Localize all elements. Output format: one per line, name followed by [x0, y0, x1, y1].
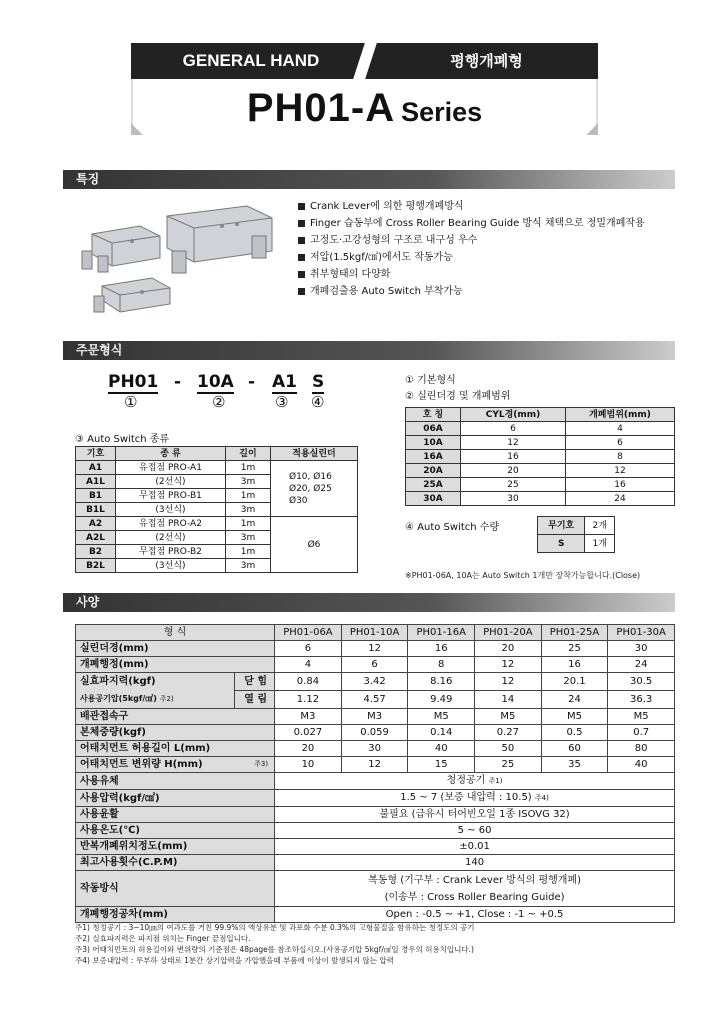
legend-2: ② 실린더경 및 개폐범위 — [405, 391, 511, 402]
feature-list — [298, 198, 645, 300]
section-order: 주문형식 — [63, 341, 675, 360]
auto-switch-title: ③ Auto Switch 종류 — [75, 434, 170, 445]
legend-1: ① 기본형식 — [405, 375, 456, 386]
auto-switch-table: 기호 종 류 길이 적용실린더 A1 유접점 PRO-A1 1m Ø10, Ø16 Ø20, Ø25 Ø30 A1L (2선식) 3m B1 무접점 PRO-B1 1m B1L (3선식) 3m A2 유접점 PRO-A2 1m Ø6 A2L (2선식) 3m B2 무접점 PRO-B2 1m B2L (3선식) 3m — [75, 446, 358, 573]
code-circle-3: ③ — [275, 393, 289, 411]
order-note: ※PH01-06A, 10A는 Auto Switch 1개만 장착가능합니다.(Close) — [405, 571, 641, 580]
cyl-table: 호 칭 CYL경(mm) 개폐범위(mm) 06A 6 4 10A 12 6 16A 16 8 20A 20 12 25A 25 16 30A 30 24 — [405, 407, 675, 506]
page-title: PH01-A Series — [246, 86, 483, 130]
header-left-label: GENERAL HAND — [182, 51, 320, 70]
qty-table: 무기호 2개 S 1개 — [537, 516, 615, 553]
spec-table: 형 식 PH01-06A PH01-10A PH01-16A PH01-20A PH01-25A PH01-30A 실린더경(mm) 6 12 16 20 25 30 개폐행정(mm) 4 6 8 12 16 24 실효파지력(kgf) 사용공기압(5kgf/㎠) 주2) 닫 힘 0.84 3.42 8.16 12 20.1 30.5 열 림 1.12 4.57 9.49 14 24 36.3 배관접속구 M3 M3 M5 M5 M5 M5 본체중량(kgf) 0.027 0.059 0.14 0.27 0.5 0.7 어태치먼트 허용길이 L(mm) 20 30 40 50 60 80 어태치먼트 변위량 H(mm) 주3) 10 12 15 25 35 40 사용유체 청정공기 주1) 사용압력(kgf/㎠) 1.5 ~ 7 (보증 내압력 : 10.5) 주4) 사용윤활 불필요 (급유시 터어빈오일 1종 ISOVG 32) 사용온도(℃) 5 ~ 60 반복개폐위치정도(mm) ±0.01 최고사용횟수(C.P.M) 140 작동방식 복동형 (기구부 : Crank Lever 방식의 평행개폐) (이송부 : Cross Roller Bearing Guide) 개폐행정공차(mm) Open : -0.5 ~ +1, Close : -1 ~ +0.5 — [75, 624, 675, 923]
qty-title: ④ Auto Switch 수량 — [405, 522, 500, 533]
code-circle-4: ④ — [311, 393, 325, 411]
feature-item: 저압(1.5kgf/㎠)에서도 작동가능 — [298, 249, 645, 266]
product-image — [72, 196, 282, 326]
section-features: 특징 — [63, 170, 675, 189]
feature-item: Crank Lever에 의한 평행개폐방식 — [298, 198, 645, 215]
code-dash2: - — [248, 372, 256, 392]
code-part3: A1 — [272, 372, 297, 392]
feature-item: 고정도·고강성형의 구조로 내구성 우수 — [298, 232, 645, 249]
code-part4: S — [312, 372, 325, 392]
code-circle-1: ① — [124, 393, 138, 411]
feature-item: 취부형태의 다양화 — [298, 266, 645, 283]
code-dash1: - — [174, 372, 182, 392]
feature-item: 개폐검출용 Auto Switch 부착가능 — [298, 283, 645, 300]
code-part2: 10A — [197, 372, 234, 392]
code-part1: PH01 — [108, 372, 159, 392]
section-spec: 사양 — [63, 593, 675, 612]
header-right-label: 평행개폐형 — [450, 52, 523, 70]
footnotes: 주1) 청정공기 : 3~10㎛의 여과도를 거친 99.9%의 액상유분 및 과포화 수분 0.3%의 고형물질을 함유하는 청정도의 공기 주2) 실효파지력은 파지점 위치는 Finger 끝점입니다. 주3) 어태치먼트의 허용길이와 변위량의 기준점은 48page를 참조하십시오.(사용공기압 5kgf/㎠일 경우의 허용치입니다.) 주4) 보증내압력 : 무부하 상태로 1분간 상기압력을 가압했을때 부품에 이상이 발생되지 않는 압력 — [75, 923, 475, 965]
code-circle-2: ② — [212, 393, 226, 411]
feature-item: Finger 습동부에 Cross Roller Bearing Guide 방식 채택으로 정밀개폐작용 — [298, 215, 645, 232]
